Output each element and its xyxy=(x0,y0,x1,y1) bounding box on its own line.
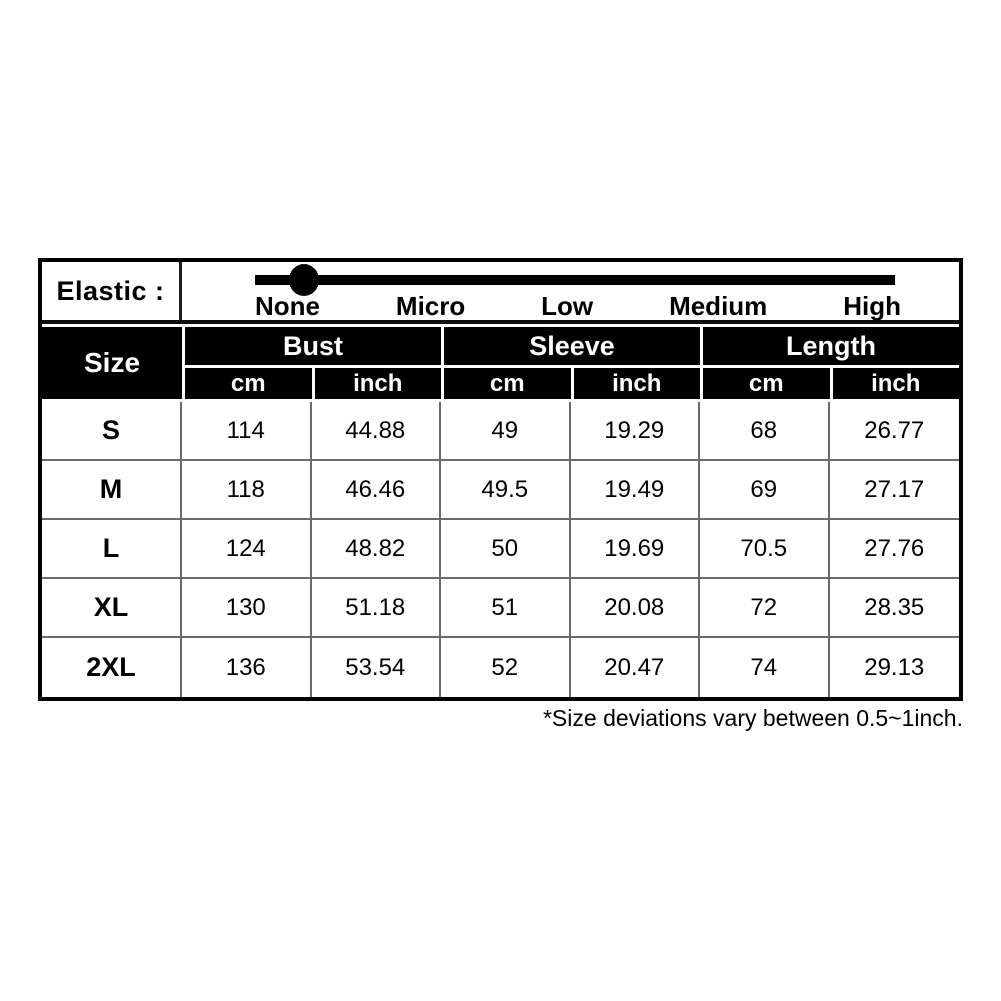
elastic-label: Elastic : xyxy=(42,262,182,320)
elastic-level-none: None xyxy=(255,291,320,321)
elastic-level-micro: Micro xyxy=(395,291,466,321)
value-cell: 51.18 xyxy=(312,579,442,638)
value-cell: 68 xyxy=(700,402,830,461)
column-group-bust: Bust xyxy=(185,327,441,365)
table-body xyxy=(42,402,959,697)
unit-header-sleeve-cm: cm xyxy=(444,368,571,399)
value-cell: 53.54 xyxy=(312,638,442,697)
value-cell: 118 xyxy=(182,461,312,520)
table-header xyxy=(42,327,959,399)
column-group-length: Length xyxy=(703,327,959,365)
value-cell: 124 xyxy=(182,520,312,579)
size-cell: M xyxy=(42,461,182,520)
value-cell: 29.13 xyxy=(830,638,960,697)
size-cell: 2XL xyxy=(42,638,182,697)
value-cell: 50 xyxy=(441,520,571,579)
value-cell: 114 xyxy=(182,402,312,461)
value-cell: 19.69 xyxy=(571,520,701,579)
elastic-scale xyxy=(182,262,959,320)
footnote: *Size deviations vary between 0.5~1inch. xyxy=(542,705,963,731)
value-cell: 49 xyxy=(441,402,571,461)
value-cell: 19.49 xyxy=(571,461,701,520)
value-cell: 69 xyxy=(700,461,830,520)
value-cell: 49.5 xyxy=(441,461,571,520)
value-cell: 72 xyxy=(700,579,830,638)
size-cell: L xyxy=(42,520,182,579)
value-cell: 136 xyxy=(182,638,312,697)
column-group-sleeve: Sleeve xyxy=(444,327,700,365)
unit-header-length-inch: inch xyxy=(833,368,960,399)
column-header-size: Size xyxy=(42,327,182,399)
value-cell: 28.35 xyxy=(830,579,960,638)
unit-header-length-cm: cm xyxy=(703,368,830,399)
elastic-level-low: Low xyxy=(541,291,594,321)
elastic-level-medium: Medium xyxy=(669,291,768,321)
elastic-row xyxy=(42,262,959,324)
value-cell: 51 xyxy=(441,579,571,638)
value-cell: 52 xyxy=(441,638,571,697)
value-cell: 19.29 xyxy=(571,402,701,461)
value-cell: 46.46 xyxy=(312,461,442,520)
value-cell: 48.82 xyxy=(312,520,442,579)
size-chart xyxy=(38,258,963,701)
value-cell: 27.17 xyxy=(830,461,960,520)
value-cell: 20.47 xyxy=(571,638,701,697)
elastic-level-labels xyxy=(255,291,901,322)
value-cell: 130 xyxy=(182,579,312,638)
value-cell: 44.88 xyxy=(312,402,442,461)
size-cell: XL xyxy=(42,579,182,638)
unit-header-bust-inch: inch xyxy=(315,368,442,399)
value-cell: 70.5 xyxy=(700,520,830,579)
unit-header-bust-cm: cm xyxy=(185,368,312,399)
value-cell: 74 xyxy=(700,638,830,697)
value-cell: 26.77 xyxy=(830,402,960,461)
elastic-level-high: High xyxy=(843,291,901,321)
elastic-slider-track xyxy=(255,275,895,285)
value-cell: 20.08 xyxy=(571,579,701,638)
value-cell: 27.76 xyxy=(830,520,960,579)
unit-header-sleeve-inch: inch xyxy=(574,368,701,399)
size-cell: S xyxy=(42,402,182,461)
